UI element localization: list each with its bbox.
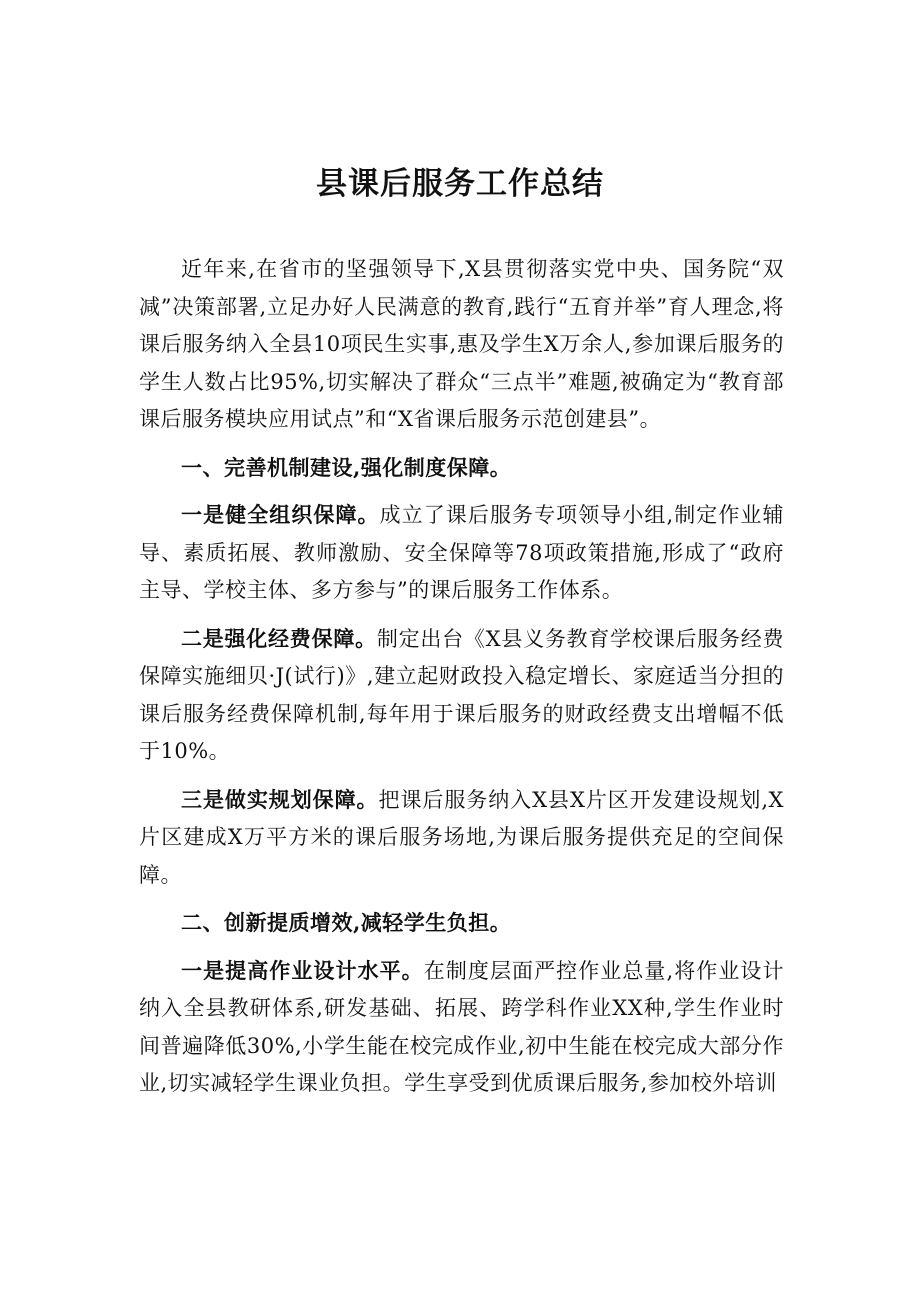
document-body <box>139 251 784 1103</box>
paragraph-text: 近年来,在省市的坚强领导下,X县贯彻落实党中央、国务院“双减”决策部署,立足办好人民满意的教育,践行“五育并举”育人理念,将课后服务纳入全县10项民生实事,惠及学生X万余人,参加课后服务的学生人数占比95%,切实解决了群众“三点半”难题,被确定为“教育部课后服务模块应用试点”和“X省课后服务示范创建县”。 <box>139 257 784 431</box>
document-title: 县课后服务工作总结 <box>316 166 604 202</box>
section-1-point-3 <box>139 781 784 895</box>
section-heading-1 <box>139 449 784 487</box>
point-lead: 一是健全组织保障。 <box>181 502 380 527</box>
heading-text: 一、完善机制建设,强化制度保障。 <box>181 454 512 480</box>
point-lead: 一是提高作业设计水平。 <box>181 957 424 983</box>
section-1-point-2 <box>139 620 784 771</box>
section-heading-2 <box>139 904 784 942</box>
point-text: 成立了课后服务专项领导小组,制定作业辅导、素质拓展、教师激励、安全保障等78项政策措施,形成了“政府主导、学校主体、多方参与”的课后服务工作体系。 <box>139 503 784 602</box>
heading-text: 二、创新提质增效,减轻学生负担。 <box>181 910 512 935</box>
point-text: 在制度层面严控作业总量,将作业设计纳入全县教研体系,研发基础、拓展、跨学科作业XX种,学生作业时间普遍降低30%,小学生能在校完成作业,初中生能在校完成大部分作业,切实减轻学生课业负担。学生享受到优质课后服务,参加校外培训 <box>139 958 784 1095</box>
section-2-point-1 <box>139 952 784 1103</box>
point-lead: 三是做实规划保障。 <box>181 786 379 812</box>
section-1-point-1 <box>139 496 784 610</box>
intro-paragraph <box>139 251 784 439</box>
point-text: 把课后服务纳入X县X片区开发建设规划,X片区建成X万平方米的课后服务场地,为课后服务提供充足的空间保障。 <box>139 787 785 887</box>
point-lead: 二是强化经费保障。 <box>181 625 377 651</box>
point-text: 制定出台《X县义务教育学校课后服务经费保障实施细贝·J(试行)》,建立起财政投入稳定增长、家庭适当分担的课后服务经费保障机制,每年用于课后服务的财政经费支出增幅不低于10%。 <box>139 626 785 763</box>
